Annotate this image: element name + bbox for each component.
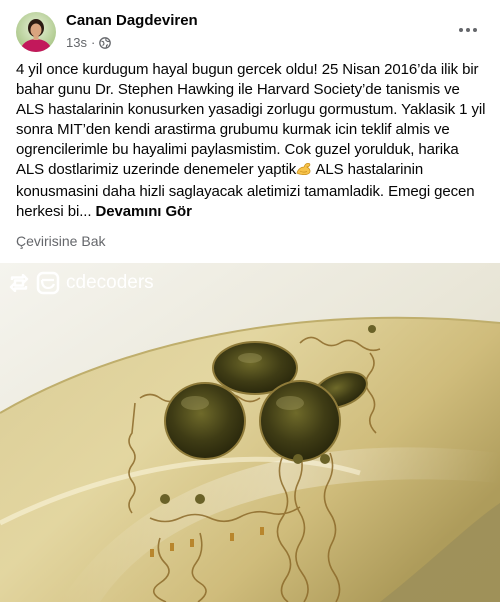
see-translation-link[interactable]: Çevirisine Bak	[16, 233, 106, 249]
repost-badge	[8, 268, 154, 298]
post-body-text: 4 yil once kurdugum hayal bugun gercek oldu! 25 Nisan 2016’da ilik bir bahar gunu Dr. Stephen Hawking ile Harvard Society’de tanismis ve ALS hastalarinin konusurken yasadigi zorlugu gormustum. Yaklasik 1 yil sonra MIT’den kendi arastirma grubumu kurmak icin teklif almis ve ogrencilerimle bu hayalimi paylasmistim. Cok guzel yorulduk, harika ALS dostlarimiz uzerinde denemeler yaptik	[16, 61, 486, 178]
repost-icon	[8, 274, 30, 292]
repost-logo-icon	[36, 271, 60, 295]
meta-separator: ·	[90, 35, 96, 50]
avatar[interactable]	[16, 12, 56, 52]
more-horizontal-icon	[458, 27, 478, 33]
more-options-button[interactable]	[450, 18, 486, 42]
avatar-image	[16, 12, 56, 52]
see-more-link[interactable]: Devamını Gör	[95, 203, 192, 220]
globe-icon[interactable]	[99, 37, 111, 49]
post-time[interactable]: 13s	[66, 35, 87, 50]
post-body-text-cont: ALS hastalarinin konusmasini daha hizli saglayacak aletimizi tamamladik. Emegi gecen herkesi bi...	[16, 161, 475, 220]
repost-handle: cdecoders	[66, 272, 154, 293]
device-photo	[0, 263, 500, 602]
muscle-emoji-icon	[296, 161, 312, 182]
post-body	[16, 60, 488, 222]
post-header	[0, 0, 500, 58]
author-name[interactable]: Canan Dagdeviren	[66, 12, 198, 29]
post-image[interactable]	[0, 263, 500, 602]
post-meta	[66, 35, 111, 50]
